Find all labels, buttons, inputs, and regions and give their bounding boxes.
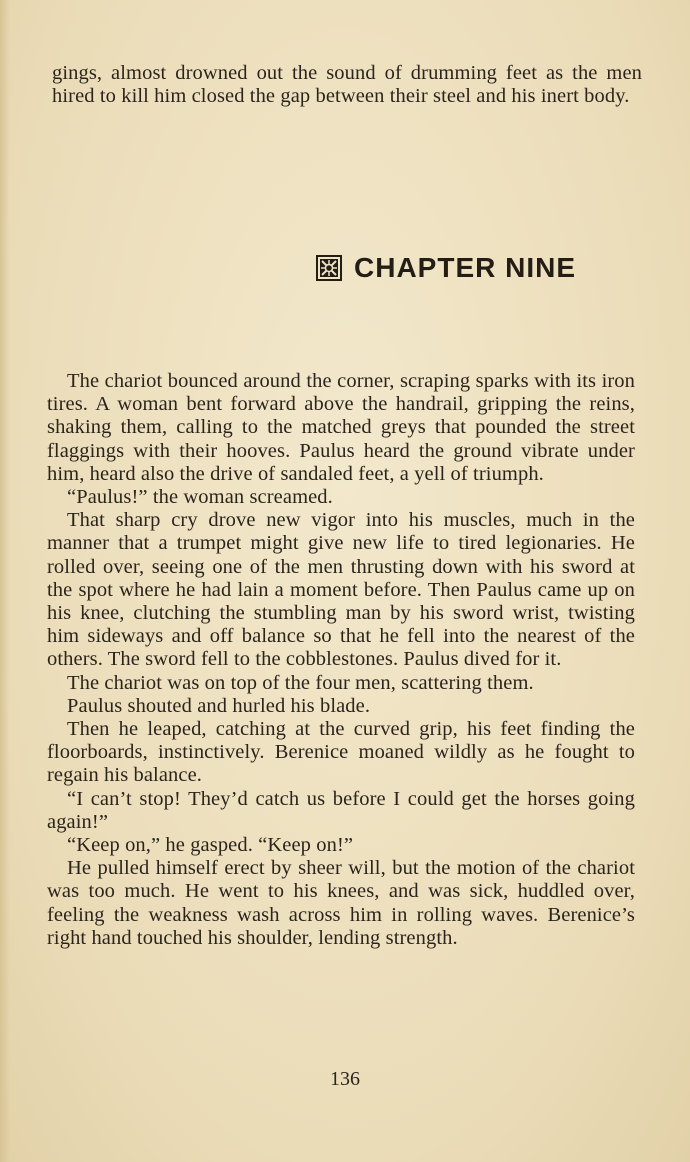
paragraph: He pulled himself erect by sheer will, but the motion of the chariot was too much. He went to his knees, and was sick, huddled over, feeling the weakness wash across him in rolling waves. Berenice’s right hand touched his shoulder, lending strength. [47, 857, 635, 949]
celtic-knot-icon [316, 255, 342, 281]
paragraph: “I can’t stop! They’d catch us before I could get the horses going again!” [47, 787, 635, 833]
page-edge-shadow [0, 0, 10, 1162]
paragraph: The chariot bounced around the corner, scraping sparks with its iron tires. A woman bent forward above the handrail, gripping the reins, shaking them, calling to the matched greys that pounded the street flaggings with their hooves. Paulus heard the ground vibrate under him, heard also the drive of sandaled feet, a yell of triumph. [47, 370, 635, 485]
chapter-body [47, 370, 635, 950]
chapter-title: CHAPTER NINE [354, 252, 577, 283]
continued-paragraph-block [52, 62, 642, 108]
paragraph: Paulus shouted and hurled his blade. [67, 694, 371, 717]
paragraph: Then he leaped, catching at the curved grip, his feet finding the floorboards, instinctively. Berenice moaned wildly as he fought to regain his balance. [47, 718, 635, 787]
paragraph: “Paulus!” the woman screamed. [67, 486, 333, 509]
paragraph: “Keep on,” he gasped. “Keep on!” [67, 834, 354, 857]
chapter-heading [316, 252, 576, 284]
paragraph: That sharp cry drove new vigor into his muscles, much in the manner that a trumpet might give new life to tired legionaries. He rolled over, seeing one of the men thrusting down with his sword at the spot where he had lain a moment before. Then Paulus came up on his knee, clutching the stumbling man by his sword wrist, twisting him sideways and off balance so that he fell into the nearest of the others. The sword fell to the cobblestones. Paulus dived for it. [47, 509, 635, 671]
paragraph: The chariot was on top of the four men, scattering them. [67, 671, 534, 694]
page-number: 136 [330, 1068, 360, 1090]
continued-paragraph: gings, almost drowned out the sound of drumming feet as the men hired to kill him closed the gap between their steel and his inert body. [52, 62, 642, 108]
